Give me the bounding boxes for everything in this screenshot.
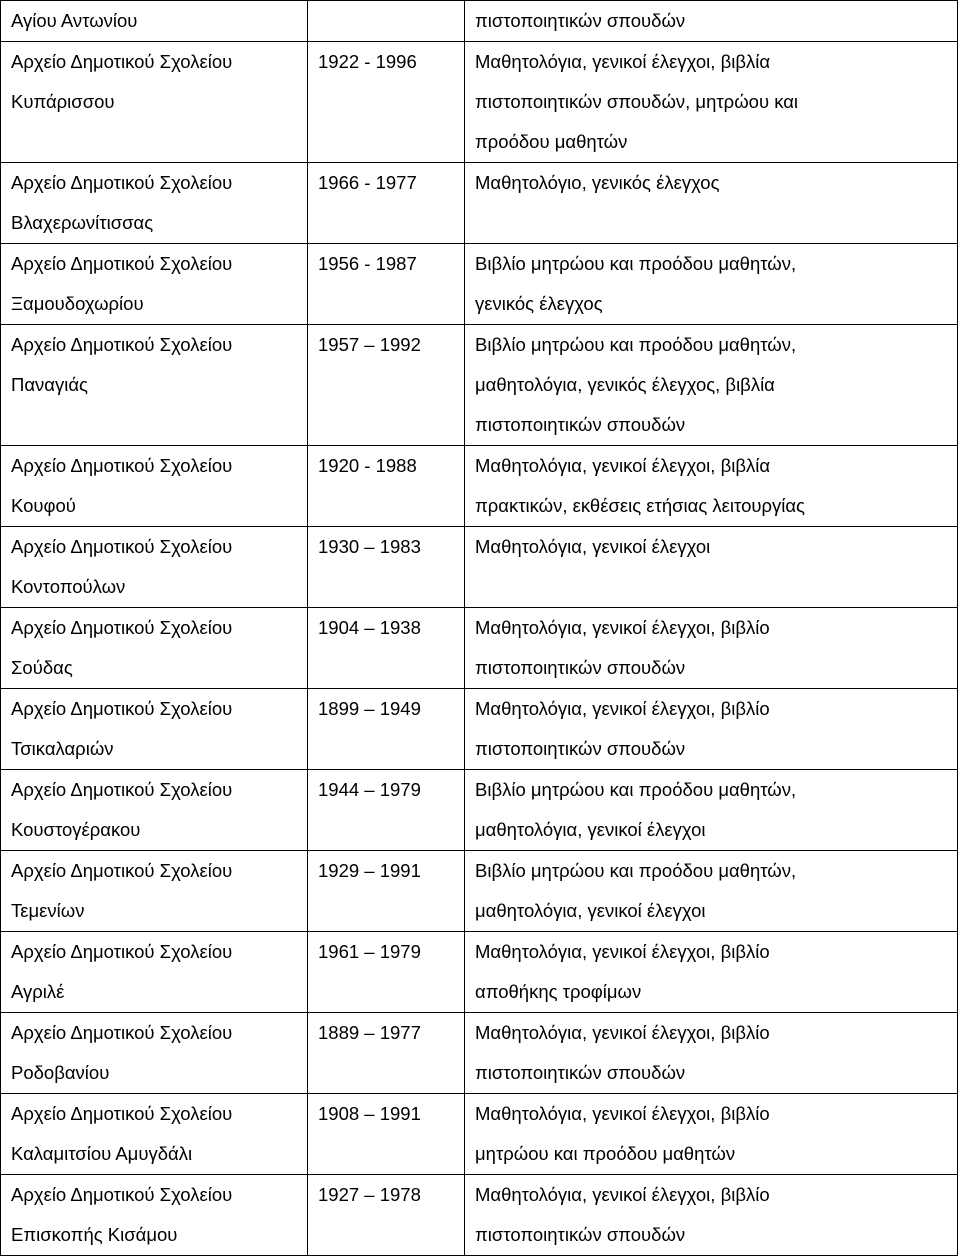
archive-period-cell: 1930 – 1983 [308,527,465,608]
archive-period-cell: 1908 – 1991 [308,1094,465,1175]
archive-description-line: μαθητολόγια, γενικός έλεγχος, βιβλία [475,374,775,395]
archive-description-line: Μαθητολόγια, γενικοί έλεγχοι, βιβλία [475,51,771,72]
archive-period-cell: 1966 - 1977 [308,163,465,244]
archive-period-cell: 1899 – 1949 [308,689,465,770]
archive-name-line: Ροδοβανίου [11,1062,110,1083]
archive-description-cell [465,770,958,851]
archive-period-cell: 1889 – 1977 [308,1013,465,1094]
table-row [1,1175,958,1256]
archive-period-cell: 1922 - 1996 [308,42,465,163]
archive-description-cell [465,851,958,932]
archive-description-line: αποθήκης τροφίμων [475,981,642,1002]
archive-description-line: μαθητολόγια, γενικοί έλεγχοι [475,900,706,921]
archive-name-cell [1,446,308,527]
table-row [1,1094,958,1175]
archive-name-line: Κυπάρισσου [11,91,115,112]
table-row [1,527,958,608]
archive-description-line: Βιβλίο μητρώου και προόδου μαθητών, [475,253,797,274]
archive-description-cell [465,1175,958,1256]
archive-table-body [1,1,958,1256]
archive-name-line: Αρχείο Δημοτικού Σχολείου [11,51,233,72]
archive-name-line: Αρχείο Δημοτικού Σχολείου [11,1103,233,1124]
archive-description-cell [465,932,958,1013]
archive-name-line: Αγριλέ [11,981,65,1002]
archive-name-cell [1,1013,308,1094]
archive-description-cell [465,1094,958,1175]
archive-name-line: Τεμενίων [11,900,85,921]
archive-name-cell [1,163,308,244]
archive-name-cell [1,42,308,163]
table-row [1,1,958,42]
table-row [1,770,958,851]
archive-name-line: Αρχείο Δημοτικού Σχολείου [11,172,233,193]
table-row [1,42,958,163]
archive-name-line: Αρχείο Δημοτικού Σχολείου [11,455,233,476]
archive-name-cell [1,244,308,325]
archive-name-cell [1,325,308,446]
archive-description-cell [465,689,958,770]
archive-description-line: Βιβλίο μητρώου και προόδου μαθητών, [475,334,797,355]
archive-description-line: Μαθητολόγια, γενικοί έλεγχοι, βιβλίο [475,941,770,962]
archive-description-cell [465,608,958,689]
archive-description-line: Μαθητολόγια, γενικοί έλεγχοι [475,536,711,557]
archive-name-line: Τσικαλαριών [11,738,114,759]
archive-name-cell [1,689,308,770]
archive-description-line: πρακτικών, εκθέσεις ετήσιας λειτουργίας [475,495,805,516]
table-row [1,163,958,244]
archive-name-line: Αρχείο Δημοτικού Σχολείου [11,860,233,881]
archive-name-cell [1,527,308,608]
archive-description-cell [465,163,958,244]
archive-name-line: Κουφού [11,495,76,516]
archive-description-line: πιστοποιητικών σπουδών [475,657,686,678]
archive-description-cell [465,1,958,42]
table-row [1,689,958,770]
archive-name-line: Αρχείο Δημοτικού Σχολείου [11,698,233,719]
archive-name-line: Αρχείο Δημοτικού Σχολείου [11,253,233,274]
table-row [1,325,958,446]
archive-name-line: Κουστογέρακου [11,819,141,840]
archive-period-cell: 1927 – 1978 [308,1175,465,1256]
archive-description-cell [465,446,958,527]
table-row [1,608,958,689]
archive-description-line: Μαθητολόγια, γενικοί έλεγχοι, βιβλίο [475,1022,770,1043]
archive-name-line: Αρχείο Δημοτικού Σχολείου [11,941,233,962]
archive-name-line: Παναγιάς [11,374,88,395]
archive-description-line: Βιβλίο μητρώου και προόδου μαθητών, [475,860,797,881]
table-row [1,851,958,932]
archive-description-line: Μαθητολόγια, γενικοί έλεγχοι, βιβλίο [475,1184,770,1205]
archive-description-line: Μαθητολόγια, γενικοί έλεγχοι, βιβλίο [475,617,770,638]
table-row [1,1013,958,1094]
archive-name-line: Αρχείο Δημοτικού Σχολείου [11,779,233,800]
archive-name-line: Σούδας [11,657,73,678]
archive-description-line: πιστοποιητικών σπουδών [475,1062,686,1083]
archive-name-cell [1,1175,308,1256]
archive-description-cell [465,42,958,163]
archive-name-line: Βλαχερωνίτισσας [11,212,154,233]
archive-description-cell [465,527,958,608]
archive-period-cell: 1957 – 1992 [308,325,465,446]
archive-name-line: Αρχείο Δημοτικού Σχολείου [11,1184,233,1205]
archive-description-cell [465,244,958,325]
archive-period-cell: 1904 – 1938 [308,608,465,689]
archive-description-line: πιστοποιητικών σπουδών [475,414,686,435]
archive-name-line: Κοντοπούλων [11,576,126,597]
archive-name-line: Αρχείο Δημοτικού Σχολείου [11,334,233,355]
table-row [1,244,958,325]
archive-name-cell [1,851,308,932]
archive-period-cell [308,1,465,42]
archive-name-cell [1,932,308,1013]
table-row [1,446,958,527]
archive-period-cell: 1920 - 1988 [308,446,465,527]
archive-name-line: Αρχείο Δημοτικού Σχολείου [11,1022,233,1043]
archive-name-cell [1,1094,308,1175]
archive-name-line: Αγίου Αντωνίου [11,10,138,31]
archive-period-cell: 1944 – 1979 [308,770,465,851]
archive-name-cell [1,1,308,42]
archive-description-line: μαθητολόγια, γενικοί έλεγχοι [475,819,706,840]
archive-name-line: Αρχείο Δημοτικού Σχολείου [11,536,233,557]
archive-description-cell [465,1013,958,1094]
archive-description-line: μητρώου και προόδου μαθητών [475,1143,736,1164]
archive-period-cell: 1961 – 1979 [308,932,465,1013]
archive-description-line: Μαθητολόγια, γενικοί έλεγχοι, βιβλίο [475,1103,770,1124]
archive-description-line: Μαθητολόγια, γενικοί έλεγχοι, βιβλίο [475,698,770,719]
table-row [1,932,958,1013]
archive-period-cell: 1956 - 1987 [308,244,465,325]
archive-description-line: πιστοποιητικών σπουδών [475,10,686,31]
archive-description-line: Βιβλίο μητρώου και προόδου μαθητών, [475,779,797,800]
archive-name-line: Αρχείο Δημοτικού Σχολείου [11,617,233,638]
archive-description-line: πιστοποιητικών σπουδών [475,1224,686,1245]
archive-description-line: πιστοποιητικών σπουδών [475,738,686,759]
archive-period-cell: 1929 – 1991 [308,851,465,932]
archive-description-line: Μαθητολόγια, γενικοί έλεγχοι, βιβλία [475,455,771,476]
archive-description-line: Μαθητολόγιο, γενικός έλεγχος [475,172,720,193]
archive-name-line: Καλαμιτσίου Αμυγδάλι [11,1143,193,1164]
archive-description-cell [465,325,958,446]
archive-name-cell [1,770,308,851]
archive-description-line: προόδου μαθητών [475,131,628,152]
archive-name-cell [1,608,308,689]
archive-description-line: γενικός έλεγχος [475,293,603,314]
archive-description-line: πιστοποιητικών σπουδών, μητρώου και [475,91,799,112]
archive-name-line: Επισκοπής Κισάμου [11,1224,178,1245]
archive-name-line: Ξαμουδοχωρίου [11,293,144,314]
